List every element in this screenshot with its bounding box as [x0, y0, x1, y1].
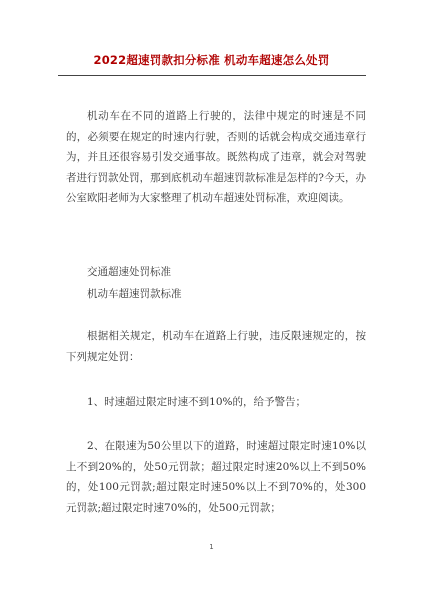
regulation-paragraph: 根据相关规定，机动车在道路上行驶，违反限速规定的，按下列规定处罚： — [66, 330, 366, 363]
section-heading-vehicle-speeding-fine: 机动车超速罚款标准 — [87, 288, 182, 300]
title-divider — [58, 75, 366, 76]
penalty-item-2: 2、在限速为50公里以下的道路，时速超过限定时速10%以上不到20%的，处50元罚款；超过限定时速20%以上不到50%的，处100元罚款;超过限定时速50%以上不到70%的，处300元罚款;超过限定时速70%的，处500元罚款； — [66, 440, 366, 514]
penalty-item-1: 1、时速超过限定时速不到10%的，给予警告； — [87, 396, 307, 408]
intro-paragraph: 机动车在不同的道路上行驶的，法律中规定的时速是不同的，必须要在规定的时速内行驶，否则的话就会构成交通违章行为，并且还很容易引发交通事故。既然构成了违章，就会对驾驶者进行罚款处罚，那到底机动车超速罚款标准是怎样的?今天，办公室欧阳老师为大家整理了机动车超速处罚标准，欢迎阅读。 — [66, 110, 366, 204]
document-title: 2022超速罚款扣分标准 机动车超速怎么处罚 — [93, 53, 330, 67]
section-heading-traffic-speeding: 交通超速处罚标准 — [87, 266, 171, 278]
page-number: 1 — [209, 543, 214, 551]
